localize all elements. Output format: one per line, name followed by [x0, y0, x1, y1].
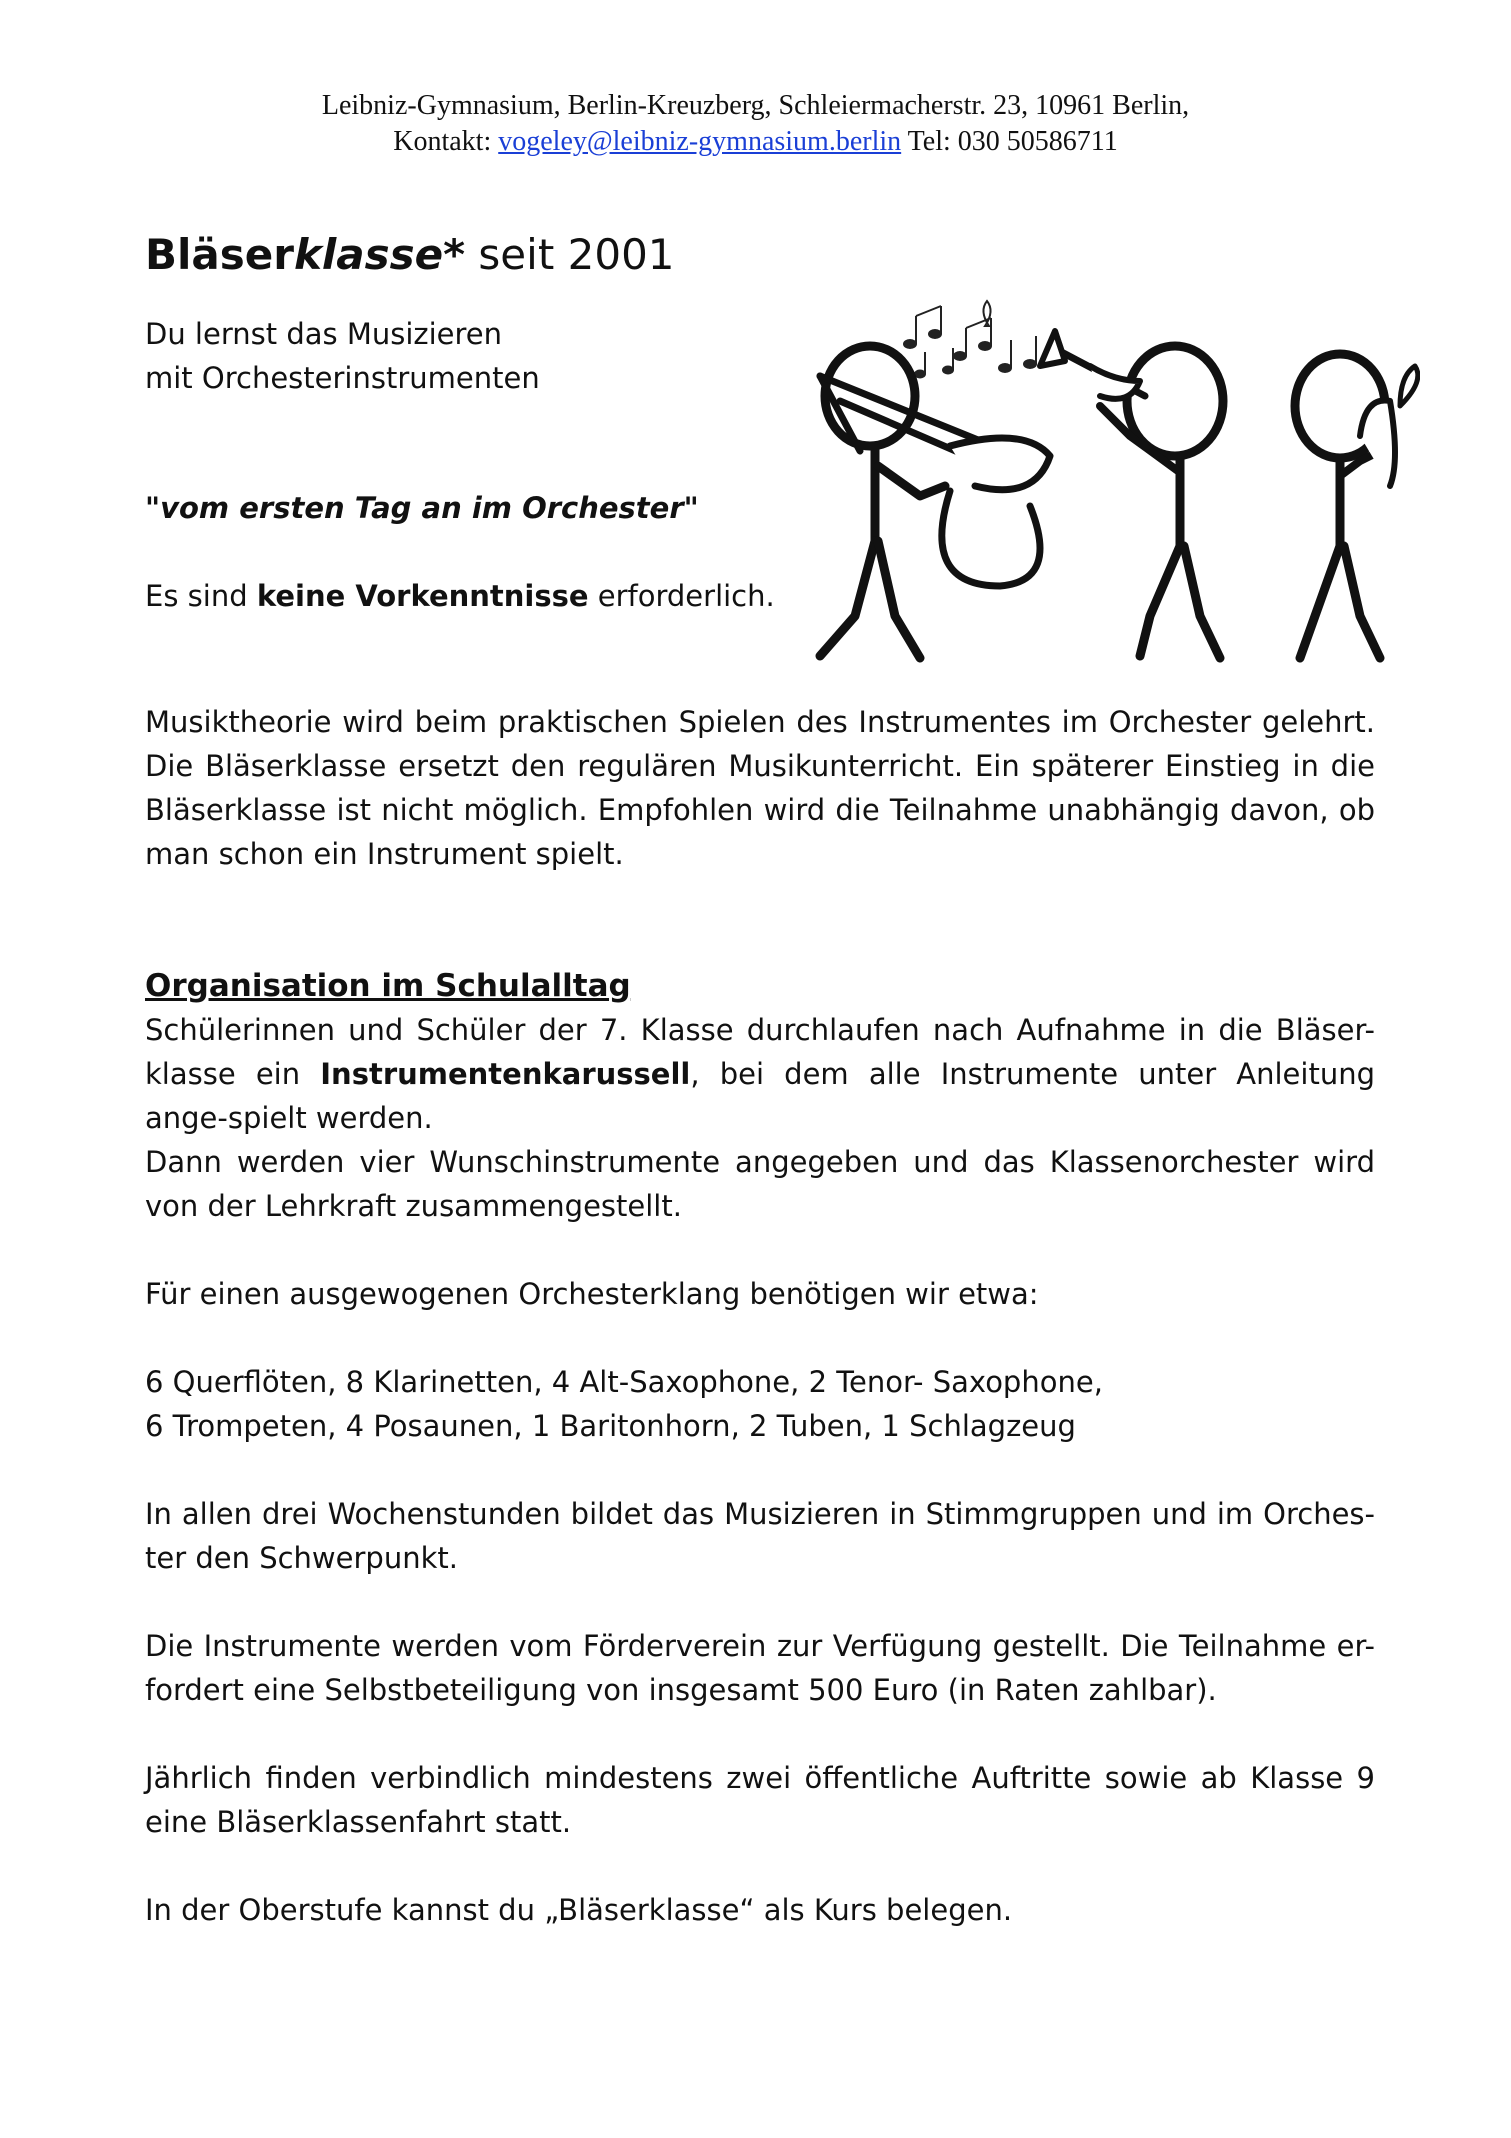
- org1-bold: Instrumentenkarussell: [320, 1057, 691, 1091]
- upper-school-paragraph: In der Oberstufe kannst du „Bläserklasse“ als Kurs belegen.: [145, 1893, 1013, 1927]
- instrument-list-line-1: 6 Querflöten, 8 Klarinetten, 4 Alt-Saxophone, 2 Tenor- Saxophone,: [145, 1365, 1103, 1399]
- intro-line-1: Du lernst das Musizieren: [145, 317, 503, 351]
- letterhead: [0, 88, 1511, 160]
- phone-number: Tel: 030 50586711: [907, 126, 1118, 157]
- contact-label: Kontakt:: [393, 126, 492, 157]
- org1-after: , bei dem alle Instrumente unter Anleitung ange-spielt werden.: [145, 1057, 1375, 1135]
- title-part-3: seit 2001: [465, 230, 675, 279]
- prereq-after: erforderlich.: [588, 579, 775, 613]
- yearly-events-paragraph: Jährlich finden verbindlich mindestens zwei öffentliche Auftritte sowie ab Klasse 9 eine Bläserklassenfahrt statt.: [145, 1761, 1375, 1839]
- orchestra-need-text: Für einen ausgewogenen Orchesterklang benötigen wir etwa:: [145, 1277, 1039, 1311]
- prerequisites-text: [145, 574, 775, 618]
- motto-quote: "vom ersten Tag an im Orchester": [145, 491, 699, 525]
- instrument-selection-paragraph: Dann werden vier Wunschinstrumente angegeben und das Klassenorchester wird von der Lehrkraft zusammengestellt.: [145, 1145, 1375, 1223]
- school-address: Leibniz-Gymnasium, Berlin-Kreuzberg, Schleiermacherstr. 23, 10961 Berlin,: [321, 90, 1190, 121]
- contact-line: [0, 124, 1511, 160]
- title-part-1: Bläser: [145, 230, 294, 279]
- organisation-paragraph: [145, 1008, 1375, 1140]
- instrument-list-line-2: 6 Trompeten, 4 Posaunen, 1 Baritonhorn, 2 Tuben, 1 Schlagzeug: [145, 1409, 1076, 1443]
- weekly-hours-paragraph: In allen drei Wochenstunden bildet das Musizieren in Stimmgruppen und im Orches-ter den Schwerpunkt.: [145, 1497, 1375, 1575]
- email-link[interactable]: vogeley@leibniz-gymnasium.berlin: [498, 126, 902, 157]
- org1-before: Schülerinnen und Schüler der 7. Klasse durchlaufen nach Aufnahme in die Bläser-klasse ein: [145, 1013, 1375, 1091]
- trumpet-player-icon: [1040, 331, 1223, 658]
- instruments-provided-paragraph: Die Instrumente werden vom Förderverein zur Verfügung gestellt. Die Teilnahme er-fordert eine Selbstbeteiligung von insgesamt 500 Euro (in Raten zahlbar).: [145, 1629, 1375, 1707]
- section-heading: Organisation im Schulalltag: [145, 968, 631, 1004]
- page-title: [145, 230, 675, 280]
- music-notes-icon: [904, 301, 1036, 378]
- instrument-list: [145, 1360, 1375, 1448]
- trombone-player-icon: [820, 346, 1050, 658]
- prereq-bold: keine Vorkenntnisse: [256, 579, 589, 613]
- prereq-before: Es sind: [145, 579, 257, 613]
- theory-paragraph: Musiktheorie wird beim praktischen Spielen des Instrumentes im Orchester gelehrt. Die Bläserklasse ersetzt den regulären Musikunterricht. Ein späterer Einstieg in die Bläserklasse ist nicht möglich. Empfohlen wird die Teilnahme unabhängig davon, ob man schon ein Instrument spielt.: [145, 705, 1375, 871]
- intro-line-2: mit Orchesterinstrumenten: [145, 361, 540, 395]
- intro-text: [145, 312, 540, 400]
- saxophone-player-icon: [1295, 354, 1418, 658]
- title-part-2: klasse*: [293, 230, 466, 279]
- musicians-illustration: [800, 286, 1420, 666]
